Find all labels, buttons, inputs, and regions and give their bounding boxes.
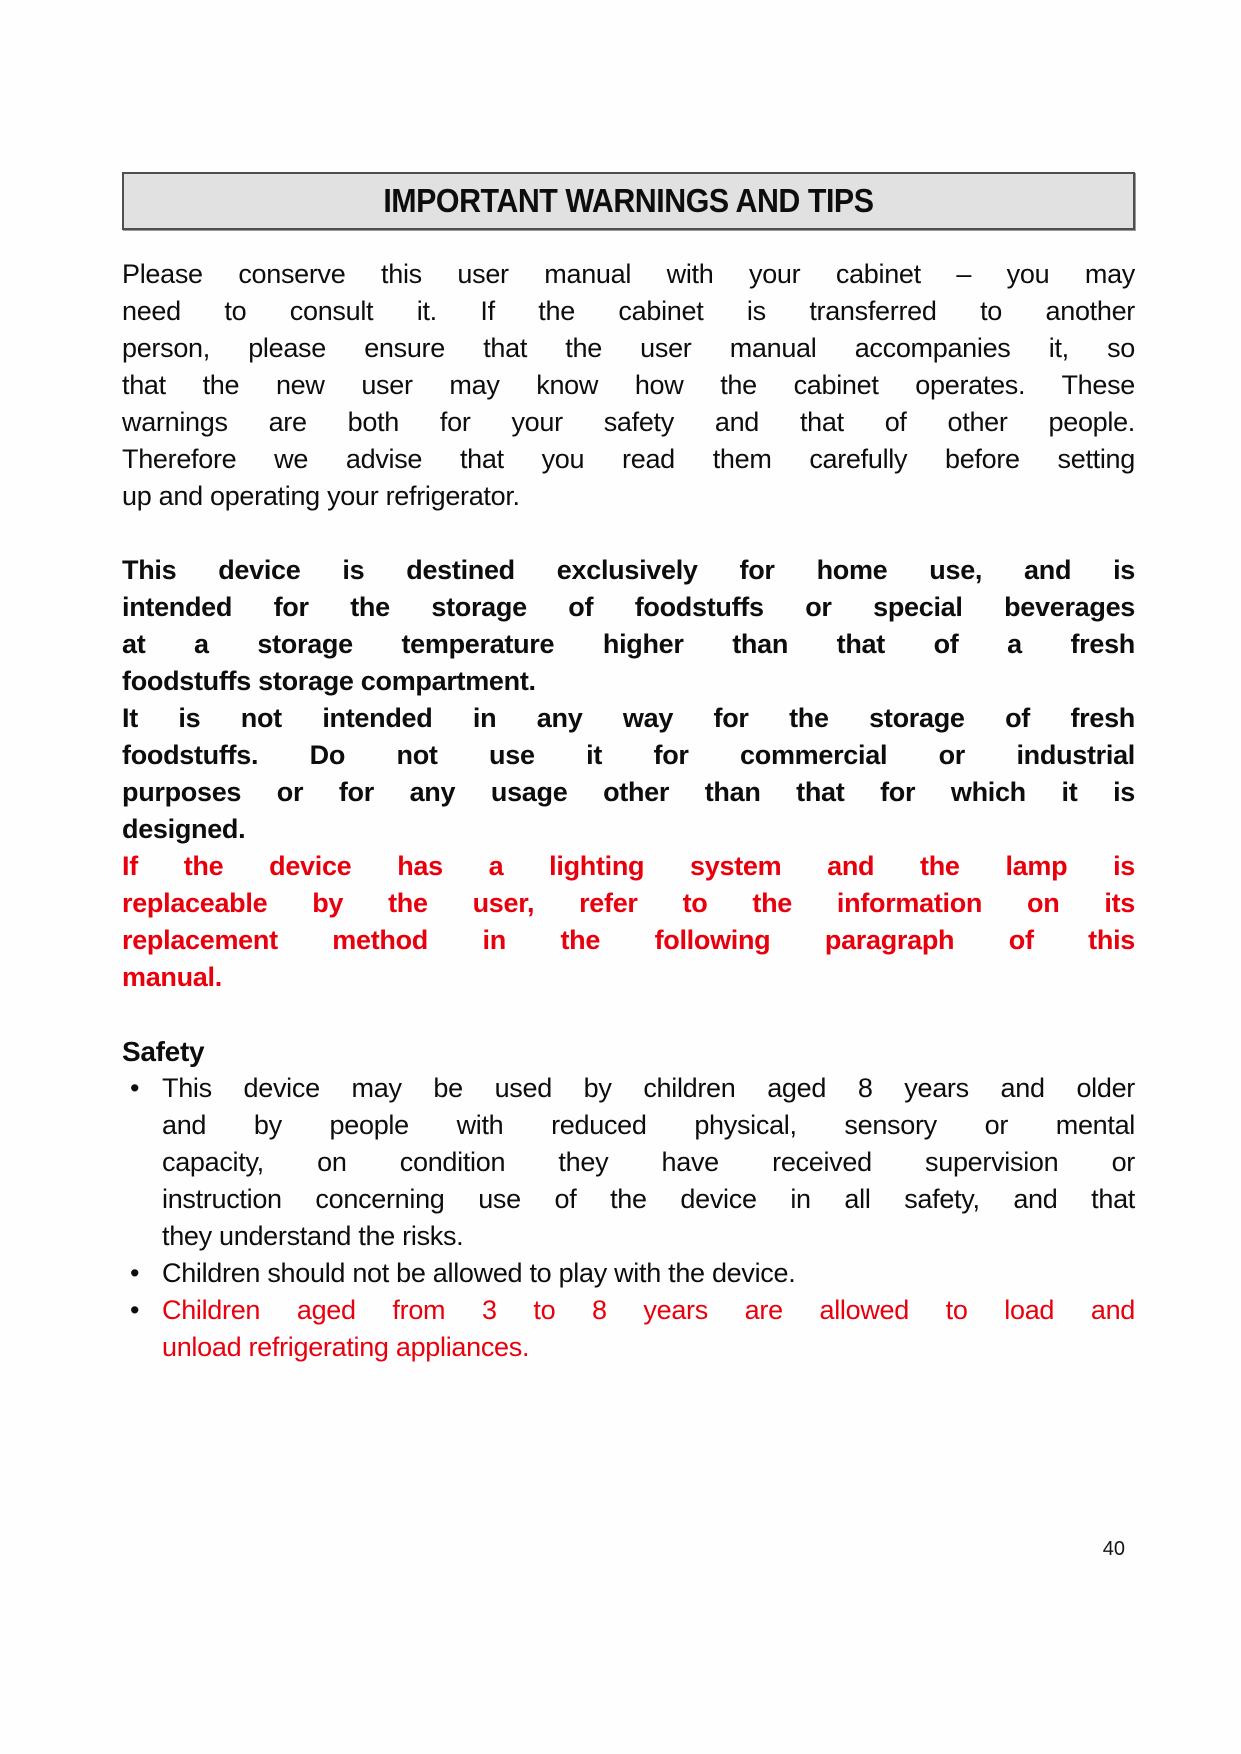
bullet-item bbox=[122, 1292, 1135, 1366]
bullet-item bbox=[122, 1070, 1135, 1255]
text-line: If the device has a lighting system and the lamp is bbox=[122, 851, 1135, 881]
text-line: Children aged from 3 to 8 years are allowed to load and bbox=[162, 1295, 1135, 1325]
text-line: It is not intended in any way for the storage of fresh bbox=[122, 703, 1135, 733]
text-line: need to consult it. If the cabinet is transferred to another bbox=[122, 296, 1135, 326]
page-number: 40 bbox=[1102, 1538, 1125, 1560]
paragraph bbox=[122, 256, 1135, 515]
section-heading: Safety bbox=[122, 1036, 205, 1067]
text-line: warnings are both for your safety and that of other people. bbox=[122, 407, 1135, 437]
text-line: Please conserve this user manual with your cabinet – you may bbox=[122, 259, 1135, 289]
content-blocks bbox=[122, 256, 1135, 1366]
text-line: Therefore we advise that you read them carefully before setting bbox=[122, 444, 1135, 474]
bullet-text bbox=[162, 1255, 1135, 1292]
page-content bbox=[122, 172, 1135, 1366]
paragraph bbox=[122, 700, 1135, 848]
text-line: unload refrigerating appliances. bbox=[162, 1332, 530, 1362]
paragraph bbox=[122, 848, 1135, 996]
text-line: purposes or for any usage other than that for which it is bbox=[122, 777, 1135, 807]
text-line: foodstuffs storage compartment. bbox=[122, 666, 536, 696]
text-line: that the new user may know how the cabinet operates. These bbox=[122, 370, 1135, 400]
text-line: This device may be used by children aged 8 years and older bbox=[162, 1073, 1135, 1103]
text-line: person, please ensure that the user manual accompanies it, so bbox=[122, 333, 1135, 363]
text-line: they understand the risks. bbox=[162, 1221, 464, 1251]
bullet-text bbox=[162, 1292, 1135, 1366]
text-line: foodstuffs. Do not use it for commercial or industrial bbox=[122, 740, 1135, 770]
text-line: manual. bbox=[122, 962, 222, 992]
bullet-icon: • bbox=[130, 1258, 140, 1288]
text-line: capacity, on condition they have received supervision or bbox=[162, 1147, 1135, 1177]
text-line: designed. bbox=[122, 814, 246, 844]
bullet-icon: • bbox=[130, 1073, 140, 1103]
section-header-box bbox=[122, 172, 1135, 230]
bullet-icon: • bbox=[130, 1295, 140, 1325]
bullet-item bbox=[122, 1255, 1135, 1292]
paragraph bbox=[122, 552, 1135, 700]
text-line: instruction concerning use of the device in all safety, and that bbox=[162, 1184, 1135, 1214]
blank-line bbox=[122, 996, 1135, 1033]
text-line: up and operating your refrigerator. bbox=[122, 481, 520, 511]
text-line: Children should not be allowed to play with the device. bbox=[162, 1258, 796, 1288]
page-title: IMPORTANT WARNINGS AND TIPS bbox=[383, 182, 874, 219]
text-line: replaceable by the user, refer to the information on its bbox=[122, 888, 1135, 918]
text-line: intended for the storage of foodstuffs or special beverages bbox=[122, 592, 1135, 622]
bullet-text bbox=[162, 1070, 1135, 1255]
text-line: replacement method in the following paragraph of this bbox=[122, 925, 1135, 955]
text-line: and by people with reduced physical, sensory or mental bbox=[162, 1110, 1135, 1140]
text-line: at a storage temperature higher than that of a fresh bbox=[122, 629, 1135, 659]
blank-line bbox=[122, 515, 1135, 552]
text-line: This device is destined exclusively for home use, and is bbox=[122, 555, 1135, 585]
